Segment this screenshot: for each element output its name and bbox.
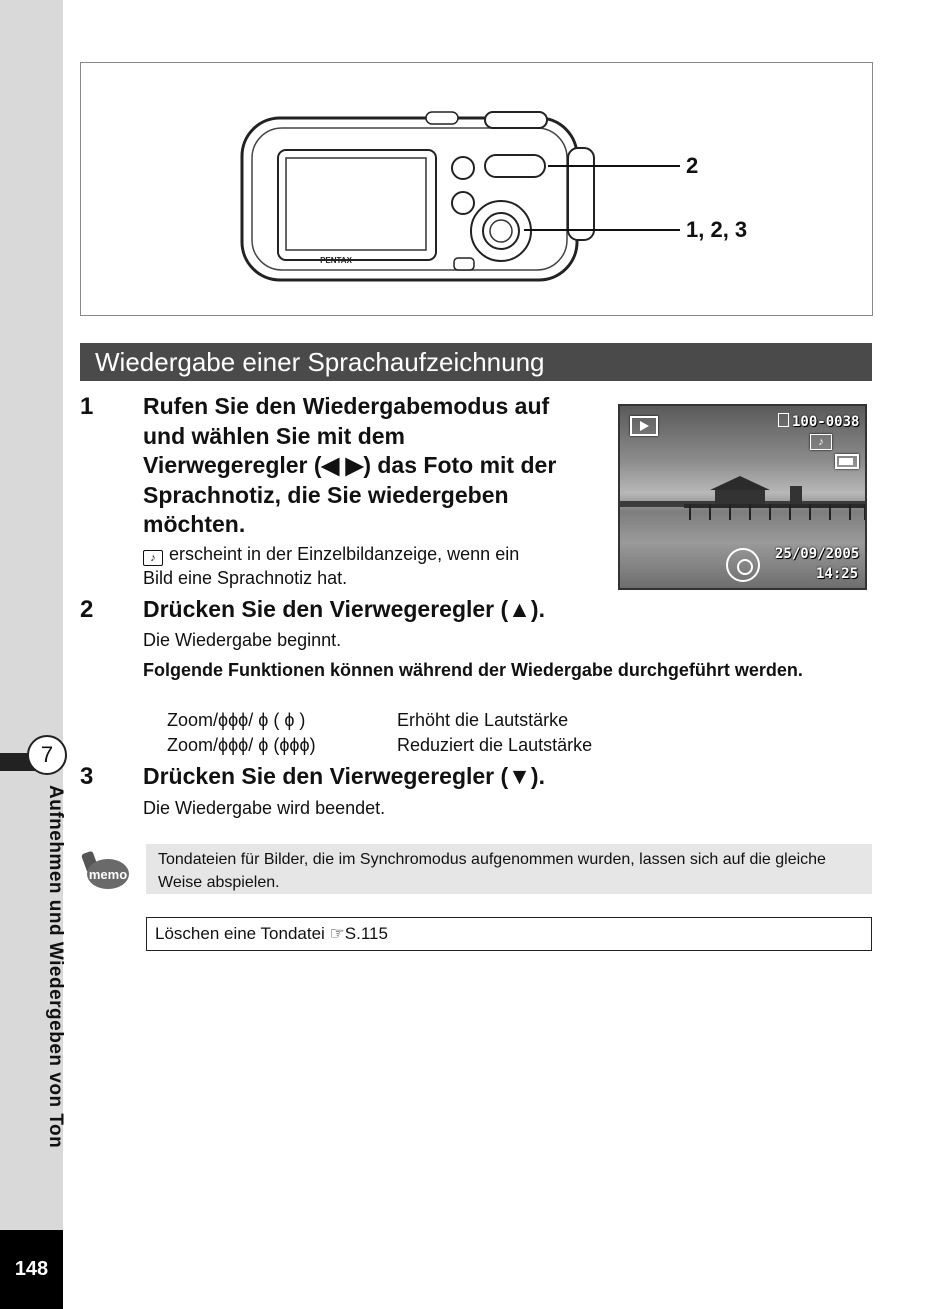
playback-time: 14:25 — [816, 566, 859, 582]
step-1-heading-line: Rufen Sie den Wiedergabemodus auf — [143, 393, 550, 419]
file-number: 100-0038 — [792, 414, 860, 430]
callout-2: 2 — [686, 153, 699, 178]
function-2-control: Zoom/ϕϕϕ/ ϕ (ϕϕϕ) — [167, 735, 316, 755]
function-2-action: Reduziert die Lautstärke — [397, 735, 593, 755]
step-2-functions-title: Folgende Funktionen können während der Wiedergabe durchgeführt werden. — [143, 660, 803, 680]
voice-memo-icon: ♪ — [810, 434, 832, 450]
step-2-number: 2 — [80, 596, 94, 623]
step-1-heading-line: Sprachnotiz, die Sie wiedergeben — [143, 481, 509, 508]
step-3-heading: Drücken Sie den Vierwegeregler (▼). — [143, 763, 545, 789]
four-way-controller-icon — [726, 548, 760, 582]
memo-icon-label: memo — [88, 867, 128, 882]
step-1-heading — [143, 392, 613, 540]
step-1-number: 1 — [80, 393, 94, 420]
step-2-text: Die Wiedergabe beginnt. — [143, 630, 342, 650]
card-icon — [778, 413, 789, 427]
step-1-heading-line: möchten. — [143, 511, 246, 537]
chapter-number: 7 — [27, 735, 67, 775]
step-2-heading: Drücken Sie den Vierwegeregler (▲). — [143, 596, 545, 622]
camera-brand: PENTAX — [320, 256, 352, 265]
playback-mode-icon — [630, 416, 658, 436]
step-1-note — [143, 542, 603, 590]
playback-date: 25/09/2005 — [775, 546, 860, 562]
step-3-number: 3 — [80, 763, 94, 790]
step-1-note-line: Bild eine Sprachnotiz hat. — [143, 568, 348, 588]
step-1-note-line: erscheint in der Einzelbildanzeige, wenn ein — [169, 544, 520, 564]
chapter-title: Aufnehmen und Wiedergeben von Ton — [45, 785, 66, 1149]
camera-illustration — [230, 100, 700, 290]
memo-note: Tondateien für Bilder, die im Synchromodus aufgenommen wurden, lassen sich auf die gleiche Weise abspielen. — [146, 844, 872, 894]
function-1-action: Erhöht die Lautstärke — [397, 710, 569, 730]
battery-icon — [835, 454, 859, 469]
function-1-control: Zoom/ϕϕϕ/ ϕ ( ϕ ) — [167, 710, 306, 730]
memo-icon — [80, 848, 132, 894]
step-1-heading-line: Vierwegeregler (◀ ▶) das Foto mit der — [143, 452, 557, 478]
step-3-text: Die Wiedergabe wird beendet. — [143, 798, 386, 818]
callout-1-2-3: 1, 2, 3 — [686, 217, 748, 242]
section-title: Wiedergabe einer Sprachaufzeichnung — [80, 343, 872, 381]
folder-file-number — [778, 413, 859, 430]
step-1-heading-line: und wählen Sie mit dem — [143, 422, 405, 449]
page-number: 148 — [0, 1230, 63, 1309]
playback-screen — [618, 404, 867, 590]
reference-link[interactable]: Löschen eine Tondatei ☞S.115 — [146, 917, 872, 951]
voice-memo-icon: ♪ — [143, 550, 163, 566]
